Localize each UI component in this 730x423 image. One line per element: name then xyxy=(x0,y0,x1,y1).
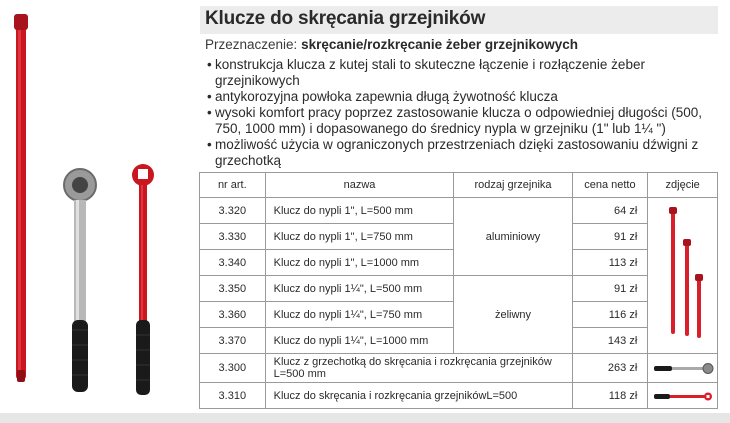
price: 116 zł xyxy=(572,302,648,328)
header-name: nazwa xyxy=(265,173,454,198)
product-table xyxy=(199,172,718,409)
art-number: 3.350 xyxy=(200,276,266,302)
product-name: Klucz do nypli 1", L=500 mm xyxy=(265,198,454,224)
price: 64 zł xyxy=(572,198,648,224)
feature-item: • możliwość użycia w ograniczonych przestrzeniach dzięki zastosowaniu dźwigni z grzechotką xyxy=(207,137,712,169)
table-header-row xyxy=(200,173,718,198)
short-wrench-thumbnail xyxy=(650,388,716,404)
price: 113 zł xyxy=(572,250,648,276)
product-name: Klucz do nypli 1¼", L=1000 mm xyxy=(265,328,454,354)
ratchet-thumbnail xyxy=(650,358,716,378)
short-wrench-image xyxy=(132,164,154,395)
price: 91 zł xyxy=(572,224,648,250)
price: 143 zł xyxy=(572,328,648,354)
product-name: Klucz do nypli 1¼", L=500 mm xyxy=(265,276,454,302)
price: 263 zł xyxy=(572,354,648,383)
art-number: 3.360 xyxy=(200,302,266,328)
art-number: 3.370 xyxy=(200,328,266,354)
feature-list xyxy=(207,57,712,169)
header-art: nr art. xyxy=(200,173,266,198)
feature-item: • wysoki komfort pracy poprzez zastosowanie klucza o odpowiedniej długości (500, 750, 1000 mm) i dopasowanego do średnicy nypla w grzejniku (1" lub 1¼ ") xyxy=(207,105,712,137)
photo-cell-keys xyxy=(648,198,718,354)
art-number: 3.300 xyxy=(200,354,266,383)
art-number: 3.340 xyxy=(200,250,266,276)
art-number: 3.320 xyxy=(200,198,266,224)
header-photo: zdjęcie xyxy=(648,173,718,198)
keys-thumbnail xyxy=(653,201,713,351)
radiator-type: żeliwny xyxy=(454,276,572,354)
price: 118 zł xyxy=(572,383,648,409)
product-name: Klucz do skręcania i rozkręcania grzejnikówL=500 xyxy=(265,383,572,409)
table-row xyxy=(200,276,718,302)
table-row xyxy=(200,198,718,224)
price: 91 zł xyxy=(572,276,648,302)
bottom-strip xyxy=(0,413,730,423)
product-photo xyxy=(0,0,195,423)
product-name: Klucz do nypli 1", L=1000 mm xyxy=(265,250,454,276)
header-type: rodzaj grzejnika xyxy=(454,173,572,198)
header-price: cena netto xyxy=(572,173,648,198)
long-wrench-image xyxy=(14,14,28,382)
art-number: 3.330 xyxy=(200,224,266,250)
purpose-line xyxy=(205,37,578,52)
page-title: Klucze do skręcania grzejników xyxy=(205,8,486,29)
table-row xyxy=(200,354,718,383)
radiator-type: aluminiowy xyxy=(454,198,572,276)
ratchet-wrench-image xyxy=(64,169,96,392)
purpose-value: skręcanie/rozkręcanie żeber grzejnikowych xyxy=(301,37,578,52)
photo-cell-short-wrench xyxy=(648,383,718,409)
feature-item: • antykorozyjna powłoka zapewnia długą żywotność klucza xyxy=(207,89,712,105)
product-name: Klucz do nypli 1¼", L=750 mm xyxy=(265,302,454,328)
table-row xyxy=(200,383,718,409)
art-number: 3.310 xyxy=(200,383,266,409)
product-name: Klucz do nypli 1", L=750 mm xyxy=(265,224,454,250)
purpose-label: Przeznaczenie: xyxy=(205,37,298,52)
product-name: Klucz z grzechotką do skręcania i rozkręcania grzejników L=500 mm xyxy=(265,354,572,383)
feature-item: • konstrukcja klucza z kutej stali to skuteczne łączenie i rozłączenie żeber grzejnikowych xyxy=(207,57,712,89)
photo-cell-ratchet xyxy=(648,354,718,383)
